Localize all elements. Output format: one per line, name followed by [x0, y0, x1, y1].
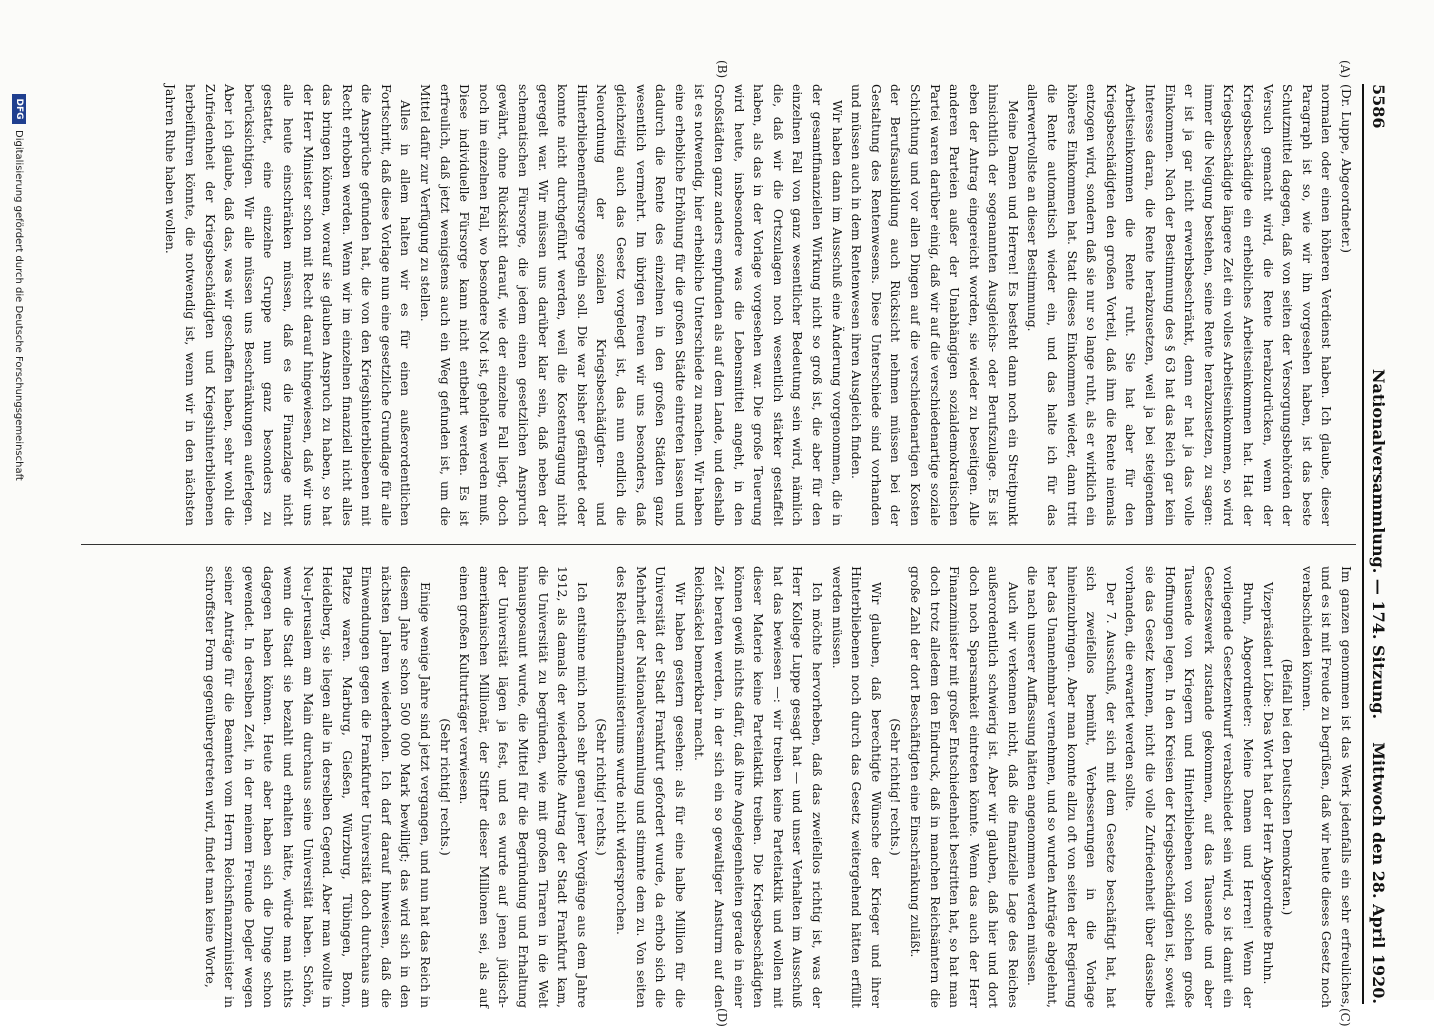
- left-paragraph: normalen oder einen höheren Verdienst haben. Ich glaube, dieser Paragraph ist so, wie wir ihn vorgesehen haben, ist das beste Schutzmittel dagegen, daß von seiten der Versorgungsbehörden der Versuch gemacht wird, die Rente herabzudrücken, wenn der Kriegsbeschädigte ein erhebliches Arbeitseinkommen hat. Hat der Kriegsbeschädigte längere Zeit ein volles Arbeitseinkommen, so wird immer die Neigung bestehen, seine Rente herabzusetzen, zu sagen: er ist ja gar nicht erwerbsbeschränkt, denn er hat ja das volle Einkommen. Nach der Bestimmung des § 63 hat das Reich gar kein Interesse daran, die Rente herabzusetzen, weil ja bei steigendem Arbeitseinkommen die Rente ruht. Sie hat aber für den Kriegsbeschädigten den großen Vorteil, daß ihm die Rente niemals entzogen wird, sondern daß sie nur so lange ruht, als er wirklich ein höheres Einkommen hat. Statt dieses Einkommen wieder, dann tritt die Rente automatisch wieder ein, und das halte ich für das allerwertvollste an dieser Bestimmung.: [1025, 84, 1335, 526]
- left-paragraph: Alles in allem halten wir es für einen außerordentlichen Fortschritt, daß diese Vorlage nun eine gesetzliche Grundlage für alle die Ansprüche gefunden hat, die von den Kriegshinterbliebenen mit Recht erhoben werden. Wenn wir im einzelnen finanziell nicht alles das bringen können, worauf sie glauben Anspruch zu haben, so hat der Herr Minister schon mit Recht darauf hingewiesen, daß wir uns alle heute einschränken müssen, daß es die Finanzlage nicht gestattet, eine einzelne Gruppe nun ganz besonders zu berücksichtigen. Wir alle müssen uns Beschränkungen auferlegen. Aber ich glaube, daß das, was wir geschaffen haben, sehr wohl die Zufriedenheit der Kriegsbeschädigten und Kriegshinterbliebenen herbeiführen könnte, die notwendig ist, wenn wir in den nächsten Jahren Ruhe haben wollen.: [163, 84, 414, 526]
- interjection: (Sehr richtig! rechts.): [594, 718, 610, 856]
- left-paragraph: Wir haben dann im Ausschuß eine Änderung vorgenommen, die in der gesamtfinanziellen Wirkung nicht so groß ist, die aber für den einzelnen Fall von ganz wesentlicher Bedeutung sein wird, nämlich die, daß wir die Ortszulagen noch wesentlich stärker gestaffelt haben, als das in der Vorlage vorgesehen war. Die große Teuerung wird heute, insbesondere was die Lebensmittel angeht, in den Großstädten ganz anders empfunden als auf dem Lande, und deshalb ist es notwendig, hier erhebliche Unterschiede zu machen. Wir haben eine erhebliche Erhöhung für die großen Städte eintreten lassen und dadurch die Rente des einzelnen in den großen Städten ganz wesentlich vermehrt. Im übrigen freuen wir uns besonders, daß gleichzeitig auch das Gesetz vorgelegt ist, das nun endlich die Neuordnung der sozialen Kriegsbeschädigten- und Hinterbliebenenfürsorge regeln soll. Die war bisher gefährdet oder konnte nicht durchgeführt werden, weil die Kostentragung nicht geregelt war. Wir müssen uns darüber klar sein, daß neben der schematischen Fürsorge, die jedem einen gesetzlichen Anspruch gewährt, ohne Rücksicht darauf, wie der einzelne Fall liegt, doch noch im einzelnen Fall, wo besondere Not ist, geholfen werden muß. Diese individuelle Fürsorge kann nicht entbehrt werden. Es ist erfreulich, daß jetzt wenigstens auch ein Weg gefunden ist, um die Mittel dafür zur Verfügung zu stellen.: [418, 84, 845, 526]
- margin-marker-a: (A): [1338, 60, 1352, 79]
- right-paragraph: Ich möchte hervorheben, daß das zweifellos richtig ist, was der Herr Kollege Luppe gesagt hat — und unser Verhalten im Ausschuß hat das bewiesen —: wir treiben keine Parteitaktik und wollen mit dieser Materie keine Parteitaktik treiben. Die Kriegsbeschädigten können gewiß nichts dafür, daß ihre Angelegenheiten gerade in einer Zeit beraten werden, in der sich ein so gewaltiger Ansturm auf den Reichsäckel bemerkbar macht.: [692, 566, 825, 1008]
- right-paragraph: Vizepräsident Löbe: Das Wort hat der Herr Abgeordnete Bruhn.: [1260, 582, 1276, 985]
- right-paragraph: Bruhn, Abgeordneter: Meine Damen und Herren! Wenn der vorliegende Gesetzentwurf verabschiedet sein wird, so ist damit ein Gesetzeswerk zustande gekommen, auf das Tausende und aber Tausende von Kriegern und Hinterbliebenen von solchen große Hoffnungen legen. In den Kreisen der Kriegsbeschädigten ist, soweit sie das Gesetz kennen, nicht die volle Zufriedenheit über dasselbe vorhanden, die erwartet werden sollte.: [1123, 566, 1257, 1008]
- right-paragraph: Auch wir verkennen nicht, daß die finanzielle Lage des Reiches außerordentlich schwierig ist. Aber wir glauben, daß hier und dort doch noch Sparsamkeit eintreten könnte. Wenn das auch der Herr Finanzminister mit großer Entschiedenheit bestritten hat, so hat man doch trotz alledem den Eindruck, daß in manchen Reichsämtern die große Zahl der dort Beschäftigten eine Einschränkung zuläßt.: [907, 566, 1021, 1008]
- right-paragraph: Einige wenige Jahre sind jetzt vergangen, und nun hat das Reich in diesem Jahre schon 500 000 Mark bewilligt; das wird sich in den nächsten Jahren wiederholen. Ich darf darauf hinweisen, daß die Einwendungen gegen die Frankfurter Universität doch durchaus am Platze waren. Marburg, Gießen, Würzburg, Tübingen, Bonn, Heidelberg, sie liegen alle in derselben Gegend. Aber man wollte in Neu-Jerusalem am Main durchaus seine Universität haben. Schön, wenn die Stadt sie bezahlt und erhalten hätte, würde man nichts dagegen haben können. Heute aber haben sich die Dinge schon gewendet. In derselben Zeit, in der meinem Freunde Degler wegen seiner Anträge für die Beamten vom Herrn Reichsfinanzminister in schroffster Form gegenübergetreten wird, findet man keine Worte,: [202, 566, 434, 1008]
- speaker-note: (Dr. Luppe, Abgeordneter.): [1339, 84, 1354, 253]
- right-paragraph: Wir glauben, daß berechtigte Wünsche der Krieger und ihrer Hinterbliebenen noch durch das Gesetz weitergehend hätten erfüllt werden müssen.: [829, 566, 884, 1008]
- session-date: Mittwoch den 28. April 1920.: [1369, 742, 1388, 1004]
- dfg-logo: DFG: [12, 94, 26, 124]
- interjection: (Sehr richtig! rechts.): [888, 718, 904, 856]
- right-text-column: [81, 566, 1356, 1008]
- page-header: [1366, 84, 1392, 1004]
- left-text-column: [81, 84, 1356, 526]
- right-paragraph: Im ganzen genommen ist das Werk jedenfalls ein sehr erfreuliches, und es ist mit Freude zu begrüßen, daß wir heute dieses Gesetz noch verabschieden können.: [1299, 566, 1354, 1008]
- header-divider: [1362, 84, 1364, 1004]
- page-number: 5586: [1369, 84, 1388, 129]
- page-title: Nationalversammlung. — 174. Sitzung.: [1369, 368, 1388, 720]
- interjection: (Beifall bei den Deutschen Demokraten.): [1280, 658, 1296, 916]
- left-paragraph: Meine Damen und Herren! Es besteht dann noch ein Streitpunkt hinsichtlich der sogenannten Ausgleichs- oder Berufszulage. Es ist eben der Antrag eingereicht worden, sie wieder zu beseitigen. Alle anderen Parteien außer der Unabhängigen sozialdemokratischen Partei waren darüber einig, daß wir auf die verschiedenartige soziale Schichtung und vor allen Dingen auf die verschiedenartigen Kosten der Berufsausbildung auch Rücksicht nehmen müssen bei der Gestaltung des Rentenwesens. Diese Unterschiede sind vorhanden und müssen auch in dem Rentenwesen ihren Ausgleich finden.: [849, 84, 1021, 526]
- margin-marker-b: (B): [715, 60, 729, 79]
- right-paragraph: Ich entsinne mich noch sehr genau jener Vorgänge aus dem Jahre 1912, als damals der wiederholte Antrag der Stadt Frankfurt kam, die Universität zu begründen, wie mit großen Tiraren in die Welt hinausposaunt wurde, die Mittel für die Begründung und Erhaltung der Universität lägen ja fest, und es wurde auf jenen jüdisch-amerikanischen Millionär, der Stifter dieser Millionen sei, als auf einen großen Kulturträger verwiesen.: [457, 566, 590, 1008]
- right-paragraph: Der 7. Ausschuß, der sich mit dem Gesetze beschäftigt hat, hat sich zweifellos bemüht, Verbesserungen in die Vorlage hineinzubringen. Aber man konnte allzu oft von seiten der Regierung her das Unannehmbar vernehmen, und so wurden Anträge abgelehnt, die nach unserer Auffassung hätten angenommen werden müssen.: [1025, 566, 1119, 1008]
- margin-marker-d: (D): [715, 1008, 729, 1027]
- interjection: (Sehr richtig! rechts.): [437, 718, 453, 856]
- margin-marker-c: (C): [1338, 1008, 1352, 1027]
- right-paragraph: Wir haben gestern gesehen: als für eine halbe Million für die Universität der Stadt Frankfurt gefordert wurde, da erhob sich die Mehrheit der Nationalversammlung und stimmte dem zu. Von seiten des Reichsfinanzministeriums wurde nicht widersprochen.: [614, 566, 688, 1008]
- digitization-credit: Digitalisierung gefördert durch die Deutsche Forschungsgemeinschaft: [13, 130, 24, 481]
- column-divider: [81, 544, 1356, 545]
